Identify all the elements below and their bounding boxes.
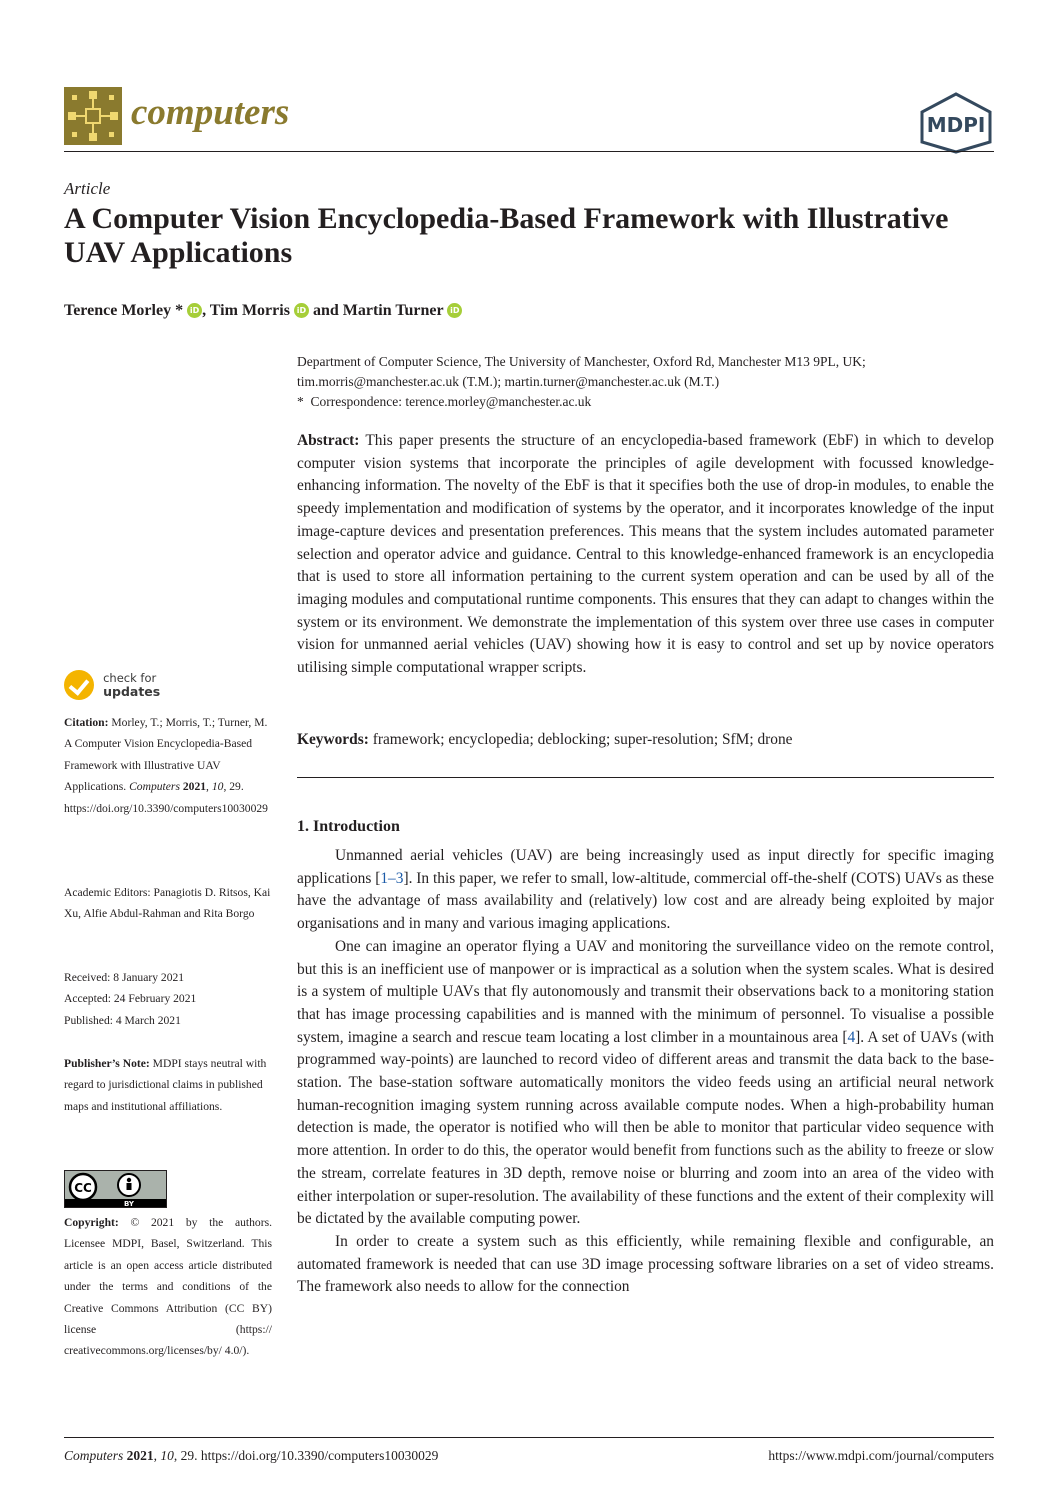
article-type: Article (64, 179, 111, 198)
abstract-divider (297, 777, 994, 778)
corresponding-mark: * (175, 302, 184, 319)
affiliation-block (297, 352, 997, 412)
author-name: Tim Morris (209, 302, 290, 319)
author-separator: and (308, 302, 343, 319)
paragraph: In order to create a system such as this efficiently, while remaining flexible and configurable, an automated framework is needed that can use 3D image processing software libraries on a set of video streams. The framework also needs to allow for the connection (297, 1232, 994, 1296)
abstract (297, 430, 994, 680)
footer-journal-url[interactable]: https://www.mdpi.com/journal/computers (768, 1448, 994, 1463)
keywords-text: framework; encyclopedia; deblocking; super-resolution; SfM; drone (372, 731, 793, 748)
check-updates-icon (64, 670, 94, 700)
footer-doi-link[interactable]: 29. https://doi.org/10.3390/computers10030029 (180, 1448, 439, 1463)
published-date: Published: 4 March 2021 (64, 1013, 181, 1027)
paragraph: Unmanned aerial vehicles (UAV) are being increasingly used as input directly for specific imaging applications [1–3]. In this paper, we refer to small, low-altitude, commercial off-the-shelf (COTS) UAVs as these have the advantage of mass availability and (relatively) low cost and are already being exploited by major organisations and in many and various imaging applications. (297, 847, 994, 933)
article-title: A Computer Vision Encyclopedia-Based Framework with Illustrative UAV Applications (64, 202, 949, 269)
author-name: Terence Morley (64, 302, 172, 319)
publisher-note: Publisher’s Note: MDPI stays neutral with regard to jurisdictional claims in published maps and institutional affiliations. (64, 1057, 267, 1113)
correspondence: * Correspondence: terence.morley@manchester.ac.uk (297, 394, 592, 409)
received-date: Received: 8 January 2021 (64, 971, 185, 984)
check-updates-line2: updates (103, 684, 161, 699)
keywords-label: Keywords: (297, 731, 369, 748)
intro-body (297, 845, 994, 1299)
author-separator: , (202, 302, 210, 319)
academic-editors: Academic Editors: Panagiotis D. Ritsos, Kai Xu, Alfie Abdul-Rahman and Rita Borgo (64, 886, 271, 921)
citation-block: Citation: Morley, T.; Morris, T.; Turner, M. A Computer Vision Encyclopedia-Based Framework with Illustrative UAV Applications. Computers 2021, 10, 29. https://doi.org/10.3390/computers10030029 (64, 716, 268, 815)
accepted-date: Accepted: 24 February 2021 (64, 992, 197, 1006)
author-list (64, 300, 462, 322)
affiliation: Department of Computer Science, The University of Manchester, Oxford Rd, Manchester M13 9PL, UK; tim.morris@manchester.ac.uk (T.M.); martin.turner@manchester.ac.uk (M.T.) (297, 354, 866, 389)
paragraph: One can imagine an operator flying a UAV and monitoring the surveillance video on the remote control, but this is an inefficient use of manpower or is impractical as a solution when the system scales. What is desired is a system of multiple UAVs that fly autonomously and transmit their observations back to a monitoring station that has image processing capabilities and is manned with the minimum of personnel. To visualise a possible system, imagine a search and rescue team locating a lost climber in a mountainous area [4]. A set of UAVs (with programmed way-points) are launched to record video of different areas and transmit the data back to the base-station. The base-station software automatically monitors the video feeds using an artificial neural network human-recognition imaging system running across available compute nodes. When a high-probability human detection is made, the operator is notified who will then be able to monitor that particular video sequence with more attention. In order to do this, the operator would benefit from functions such as the ability to freeze or slow the stream, correlate features in 3D depth, remove noise or blurring and zoom into an area of the video with either interpolation or super-resolution. The availability of these functions and the extent of their complexity will be dictated by the available computing power. (297, 937, 994, 1228)
journal-name: computers (131, 92, 290, 133)
publication-dates (64, 967, 272, 1031)
journal-logo-icon (64, 87, 122, 145)
keywords (297, 729, 994, 751)
journal-logo (64, 87, 122, 145)
cc-label: CC (74, 1181, 92, 1195)
section-heading: 1. Introduction (297, 818, 400, 835)
cc-by-license-badge[interactable] (64, 1170, 167, 1208)
check-updates-line1: check for (103, 671, 157, 685)
citation-doi-link[interactable]: 29. https://doi.org/10.3390/computers10030029 (64, 780, 268, 815)
orcid-icon[interactable]: iD (294, 303, 309, 318)
by-label: BY (123, 1200, 135, 1207)
header-divider (64, 151, 994, 152)
mdpi-logo (918, 92, 994, 154)
orcid-icon[interactable]: iD (187, 303, 202, 318)
abstract-label: Abstract: (297, 432, 360, 449)
citation-label: Citation: (64, 716, 109, 729)
check-for-updates-button[interactable] (64, 670, 160, 700)
citation-journal: Computers (129, 780, 180, 794)
mdpi-logo-text: MDPI (926, 113, 986, 137)
orcid-icon[interactable]: iD (447, 303, 462, 318)
copyright-notice: Copyright: © 2021 by the authors. Licensee MDPI, Basel, Switzerland. This article is an open access article distributed under the terms and conditions of the Creative Commons Attribution (CC BY) license (https:// creativecommons.org/licenses/by/ 4.0/). (64, 1216, 272, 1358)
citation-link[interactable]: 1–3 (380, 869, 404, 887)
author-name: Martin Turner (342, 302, 444, 319)
footer-citation: Computers 2021, 10, 29. https://doi.org/10.3390/computers10030029 (64, 1448, 439, 1463)
citation-link[interactable]: 4 (847, 1028, 856, 1046)
footer-divider (64, 1437, 994, 1438)
abstract-text: This paper presents the structure of an encyclopedia-based framework (EbF) in which to develop computer vision systems that incorporate the principles of agile development with focussed knowledge-enhancing information. The novelty of the EbF is that it specifies both the use of drop-in modules, to enable the speedy implementation and modification of systems by the operator, and it incorporates knowledge of the input image-capture devices and presentation preferences. This means that the system includes automated parameter selection and operator advice and guidance. Central to this knowledge-enhanced framework is an encyclopedia that is used to store all information pertaining to the current system operation and can be used by all of the imaging modules and computational runtime components. This ensures that they can adapt to changes within the system or its environment. We demonstrate the implementation of this system over three use cases in computer vision for unmanned aerial vehicles (UAV) showing how it is easy to control and set up by novice operators utilising simple computational wrapper scripts. (297, 432, 994, 677)
